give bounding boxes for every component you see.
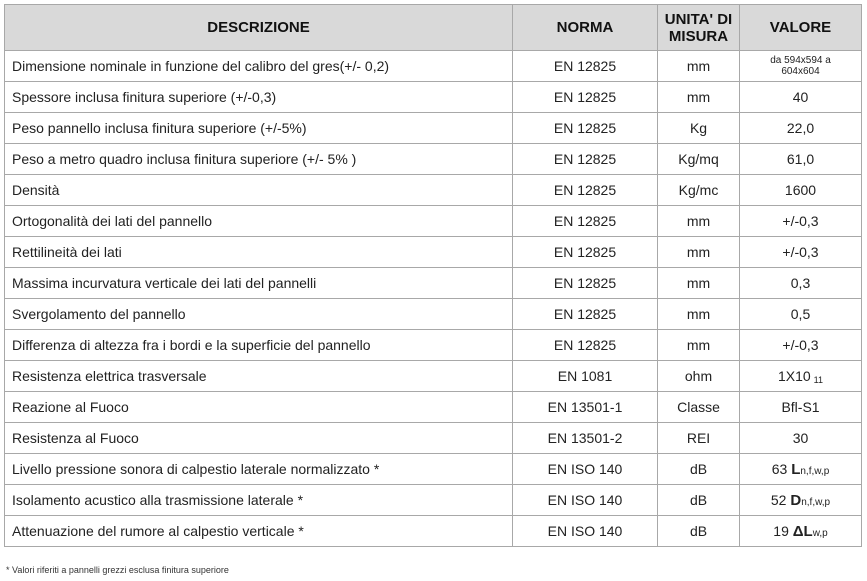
cell-descrizione: Peso a metro quadro inclusa finitura superiore (+/- 5% )	[5, 144, 513, 175]
cell-unita: mm	[658, 82, 740, 113]
cell-descrizione: Massima incurvatura verticale dei lati del pannelli	[5, 268, 513, 299]
cell-unita: mm	[658, 299, 740, 330]
cell-valore: 0,3	[740, 268, 862, 299]
table-row	[5, 392, 862, 423]
cell-unita: ohm	[658, 361, 740, 392]
cell-norma: EN 13501-1	[513, 392, 658, 423]
valore-symbol: ΔL	[792, 522, 813, 540]
table-row	[5, 51, 862, 82]
table-row	[5, 423, 862, 454]
cell-unita: mm	[658, 51, 740, 82]
valore-exponent: 11	[813, 374, 824, 385]
cell-descrizione: Dimensione nominale in funzione del calibro del gres(+/- 0,2)	[5, 51, 513, 82]
valore-subscript: n,f,w,p	[801, 496, 831, 508]
header-descrizione: DESCRIZIONE	[5, 5, 513, 51]
specifications-table	[4, 4, 862, 547]
table-row	[5, 330, 862, 361]
header-unita	[658, 5, 740, 51]
table-row	[5, 175, 862, 206]
cell-descrizione: Reazione al Fuoco	[5, 392, 513, 423]
cell-valore	[740, 361, 862, 392]
cell-valore	[740, 454, 862, 485]
cell-valore	[740, 51, 862, 82]
cell-norma: EN 12825	[513, 330, 658, 361]
valore-subscript: w,p	[812, 527, 828, 539]
cell-descrizione: Densità	[5, 175, 513, 206]
cell-valore: Bfl-S1	[740, 392, 862, 423]
cell-descrizione: Rettilineità dei lati	[5, 237, 513, 268]
cell-valore: 1600	[740, 175, 862, 206]
cell-norma: EN 12825	[513, 206, 658, 237]
cell-valore: 22,0	[740, 113, 862, 144]
cell-norma: EN 12825	[513, 268, 658, 299]
cell-unita: dB	[658, 454, 740, 485]
cell-norma: EN 12825	[513, 144, 658, 175]
cell-unita: mm	[658, 330, 740, 361]
header-unita-line2: MISURA	[668, 27, 729, 45]
cell-valore: 40	[740, 82, 862, 113]
table-row	[5, 206, 862, 237]
cell-valore	[740, 516, 862, 547]
header-valore: VALORE	[740, 5, 862, 51]
cell-valore	[740, 485, 862, 516]
cell-descrizione: Attenuazione del rumore al calpestio verticale *	[5, 516, 513, 547]
cell-descrizione: Peso pannello inclusa finitura superiore (+/-5%)	[5, 113, 513, 144]
table-row	[5, 485, 862, 516]
cell-unita: mm	[658, 206, 740, 237]
cell-norma: EN 12825	[513, 175, 658, 206]
table-row	[5, 454, 862, 485]
cell-descrizione: Ortogonalità dei lati del pannello	[5, 206, 513, 237]
cell-norma: EN ISO 140	[513, 454, 658, 485]
table-row	[5, 516, 862, 547]
valore-line2: 604x604	[781, 66, 820, 77]
header-row	[5, 5, 862, 51]
cell-unita: mm	[658, 268, 740, 299]
table-row	[5, 82, 862, 113]
cell-norma: EN 12825	[513, 113, 658, 144]
valore-number: 63	[771, 460, 788, 477]
valore-number: 19	[773, 522, 789, 539]
cell-unita: dB	[658, 485, 740, 516]
cell-descrizione: Spessore inclusa finitura superiore (+/-0,3)	[5, 82, 513, 113]
header-norma: NORMA	[513, 5, 658, 51]
cell-descrizione: Livello pressione sonora di calpestio laterale normalizzato *	[5, 454, 513, 485]
valore-symbol: D	[790, 491, 802, 509]
cell-valore: +/-0,3	[740, 330, 862, 361]
cell-norma: EN 12825	[513, 237, 658, 268]
cell-valore: 30	[740, 423, 862, 454]
header-unita-line1: UNITA' DI	[664, 10, 733, 28]
cell-unita: mm	[658, 237, 740, 268]
table-row	[5, 361, 862, 392]
cell-descrizione: Resistenza al Fuoco	[5, 423, 513, 454]
cell-norma: EN ISO 140	[513, 485, 658, 516]
table-row	[5, 299, 862, 330]
cell-norma: EN 13501-2	[513, 423, 658, 454]
cell-unita: REI	[658, 423, 740, 454]
cell-unita: dB	[658, 516, 740, 547]
table-row	[5, 268, 862, 299]
cell-norma: EN 1081	[513, 361, 658, 392]
cell-valore: +/-0,3	[740, 237, 862, 268]
cell-unita: Kg	[658, 113, 740, 144]
cell-descrizione: Resistenza elettrica trasversale	[5, 361, 513, 392]
cell-descrizione: Isolamento acustico alla trasmissione laterale *	[5, 485, 513, 516]
cell-norma: EN 12825	[513, 51, 658, 82]
footnote: * Valori riferiti a pannelli grezzi esclusa finitura superiore	[6, 565, 229, 575]
cell-descrizione: Differenza di altezza fra i bordi e la superficie del pannello	[5, 330, 513, 361]
cell-descrizione: Svergolamento del pannello	[5, 299, 513, 330]
valore-subscript: n,f,w,p	[800, 465, 830, 477]
valore-symbol: L	[791, 460, 801, 478]
cell-valore: 0,5	[740, 299, 862, 330]
cell-valore: 61,0	[740, 144, 862, 175]
valore-base: 1X10	[777, 367, 811, 384]
table-row	[5, 113, 862, 144]
cell-unita: Classe	[658, 392, 740, 423]
cell-norma: EN 12825	[513, 299, 658, 330]
table-row	[5, 144, 862, 175]
cell-unita: Kg/mq	[658, 144, 740, 175]
table-row	[5, 237, 862, 268]
cell-unita: Kg/mc	[658, 175, 740, 206]
cell-norma: EN ISO 140	[513, 516, 658, 547]
cell-norma: EN 12825	[513, 82, 658, 113]
valore-line1: da 594x594 a	[770, 55, 831, 66]
valore-number: 52	[770, 491, 787, 508]
cell-valore: +/-0,3	[740, 206, 862, 237]
